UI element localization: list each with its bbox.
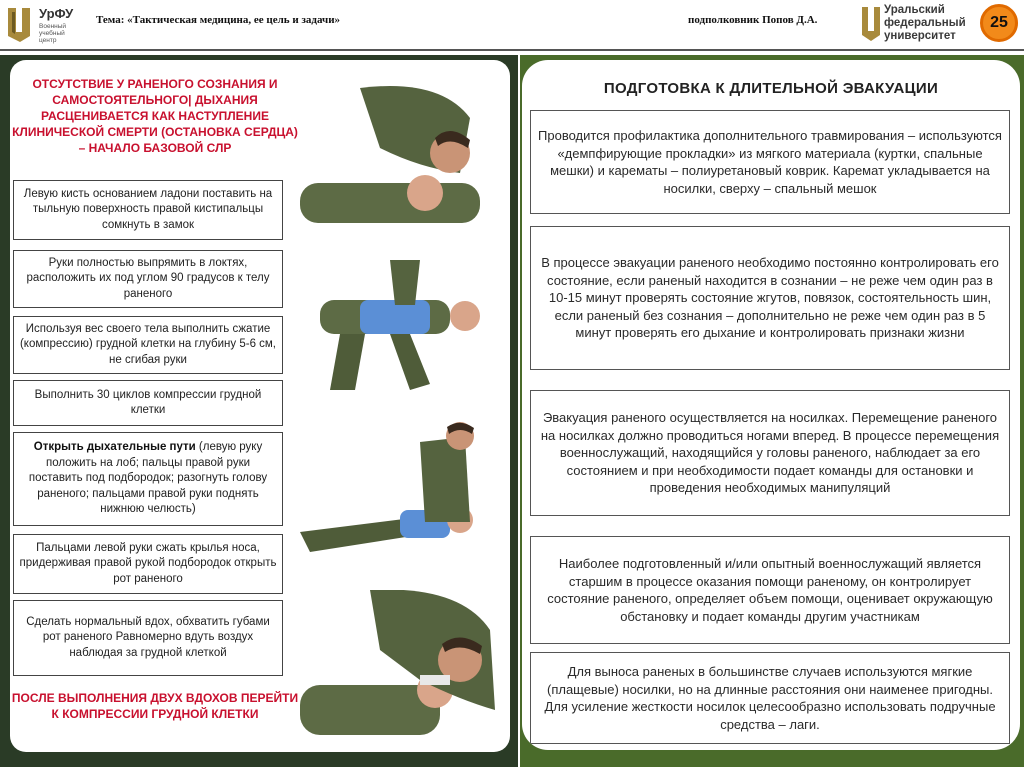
photo-chest-compression	[300, 260, 500, 400]
cpr-step	[13, 180, 283, 240]
cpr-step	[13, 534, 283, 594]
cpr-title: ОТСУТСТВИЕ У РАНЕНОГО СОЗНАНИЯ И САМОСТОЯТЕЛЬНОГО| ДЫХАНИЯ РАСЦЕНИВАЕТСЯ КАК НАСТУПЛЕНИЕ КЛИНИЧЕСКОЙ СМЕРТИ (ОСТАНОВКА СЕРДЦА) – НАЧАЛО БАЗОВОЙ СЛР	[12, 77, 298, 155]
evacuation-panel	[522, 60, 1020, 750]
evacuation-info-block: Наиболее подготовленный и/или опытный военнослужащий является старшим в процессе оказания помощи раненому, он контролирует состояние раненого, определяет объем помощи, оценивает окружающую обстановку и подает команды другим участникам	[530, 536, 1010, 644]
slide-author: подполковник Попов Д.А.	[688, 14, 818, 26]
slide-topic: Тема: «Тактическая медицина, ее цель и задачи»	[96, 14, 341, 26]
logo-brand: УрФУ	[39, 6, 74, 21]
slide-header	[0, 0, 1024, 50]
cpr-step-text: Руки полностью выпрямить в локтях, расположить их под углом 90 градусов к телу раненого	[26, 256, 270, 300]
logo-subtitle: Военный учебный центр	[39, 23, 67, 44]
cpr-step-text: Используя вес своего тела выполнить сжатие (компрессию) грудной клетки на глубину 5-6 см, не сгибая руки	[19, 322, 277, 366]
cpr-step	[13, 316, 283, 374]
page-number-badge: 25	[980, 4, 1018, 42]
header-divider	[0, 49, 1024, 51]
photo-rescue-breath	[300, 590, 500, 740]
cpr-step-text: Сделать нормальный вдох, обхватить губами рот раненого Равномерно вдуть воздух наблюдая за грудной клеткой	[26, 615, 270, 659]
cpr-step	[13, 432, 283, 526]
evacuation-info-block: Эвакуация раненого осуществляется на носилках. Перемещение раненого на носилках должно проводиться ногами вперед. В процессе перемещения военнослужащий, находящийся у головы раненого, наблюдает за его состоянием и при необходимости подает команды для остановки и проведения необходимых манипуляций	[530, 390, 1010, 516]
urfu-military-center-logo	[6, 4, 86, 48]
cpr-step-content	[18, 440, 278, 518]
evacuation-info-block: Проводится профилактика дополнительного травмирования – используются «демпфирующие прокладки» из мягкого материала (куртки, спальные мешки) и карематы – полиуретановый коврик. Каремат укладывается на носилки, сверху – спальный мешок	[530, 110, 1010, 214]
university-name	[884, 4, 966, 43]
cpr-step-text: (левую руку положить на лоб; пальцы правой руки поставить под подбородок; разогнуть голову раненого; пальцами правой руки поднять нижнюю челюсть)	[28, 441, 268, 516]
cpr-panel	[10, 60, 510, 752]
university-name-line: Уральский	[884, 4, 945, 16]
urfu-university-logo	[860, 3, 970, 47]
photo-open-airway	[300, 422, 500, 562]
cpr-step	[13, 600, 283, 676]
university-name-line: федеральный	[884, 17, 966, 29]
cpr-step-text: Левую кисть основанием ладони поставить на тыльную поверхность правой кистипальцы сомкнуть в замок	[23, 187, 273, 231]
cpr-step	[13, 250, 283, 308]
photo-check-breathing	[300, 78, 500, 228]
cpr-step-text: Пальцами левой руки сжать крылья носа, придерживая правой рукой подбородок открыть рот раненого	[19, 541, 277, 585]
evacuation-title: ПОДГОТОВКА К ДЛИТЕЛЬНОЙ ЭВАКУАЦИИ	[603, 80, 939, 97]
evacuation-info-block: В процессе эвакуации раненого необходимо постоянно контролировать его состояние, если раненый находится в сознании – не реже чем один раз в 10-15 минут проверять состояние жгутов, повязок, состоятельность шин, если раненый без сознания – дополнительно не реже чем один раз в 5 минут проверять его дыхание и контролировать признаки жизни	[530, 226, 1010, 370]
urfu-emblem-icon	[860, 5, 882, 43]
urfu-emblem-icon	[6, 6, 32, 44]
cpr-step-text: Выполнить 30 циклов компрессии грудной клетки	[34, 388, 262, 416]
evacuation-info-block: Для выноса раненых в большинстве случаев используются мягкие (плащевые) носилки, но на длинные расстояния они наименее пригодны. Для усиление жесткости носилок целесообразно использовать подручные средства – лаги.	[530, 652, 1010, 744]
cpr-footer: ПОСЛЕ ВЫПОЛНЕНИЯ ДВУХ ВДОХОВ ПЕРЕЙТИ К КОМПРЕССИИ ГРУДНОЙ КЛЕТКИ	[11, 691, 299, 721]
university-name-line: университет	[884, 30, 956, 42]
cpr-step-bold: Открыть дыхательные пути	[33, 441, 196, 454]
cpr-step	[13, 380, 283, 426]
